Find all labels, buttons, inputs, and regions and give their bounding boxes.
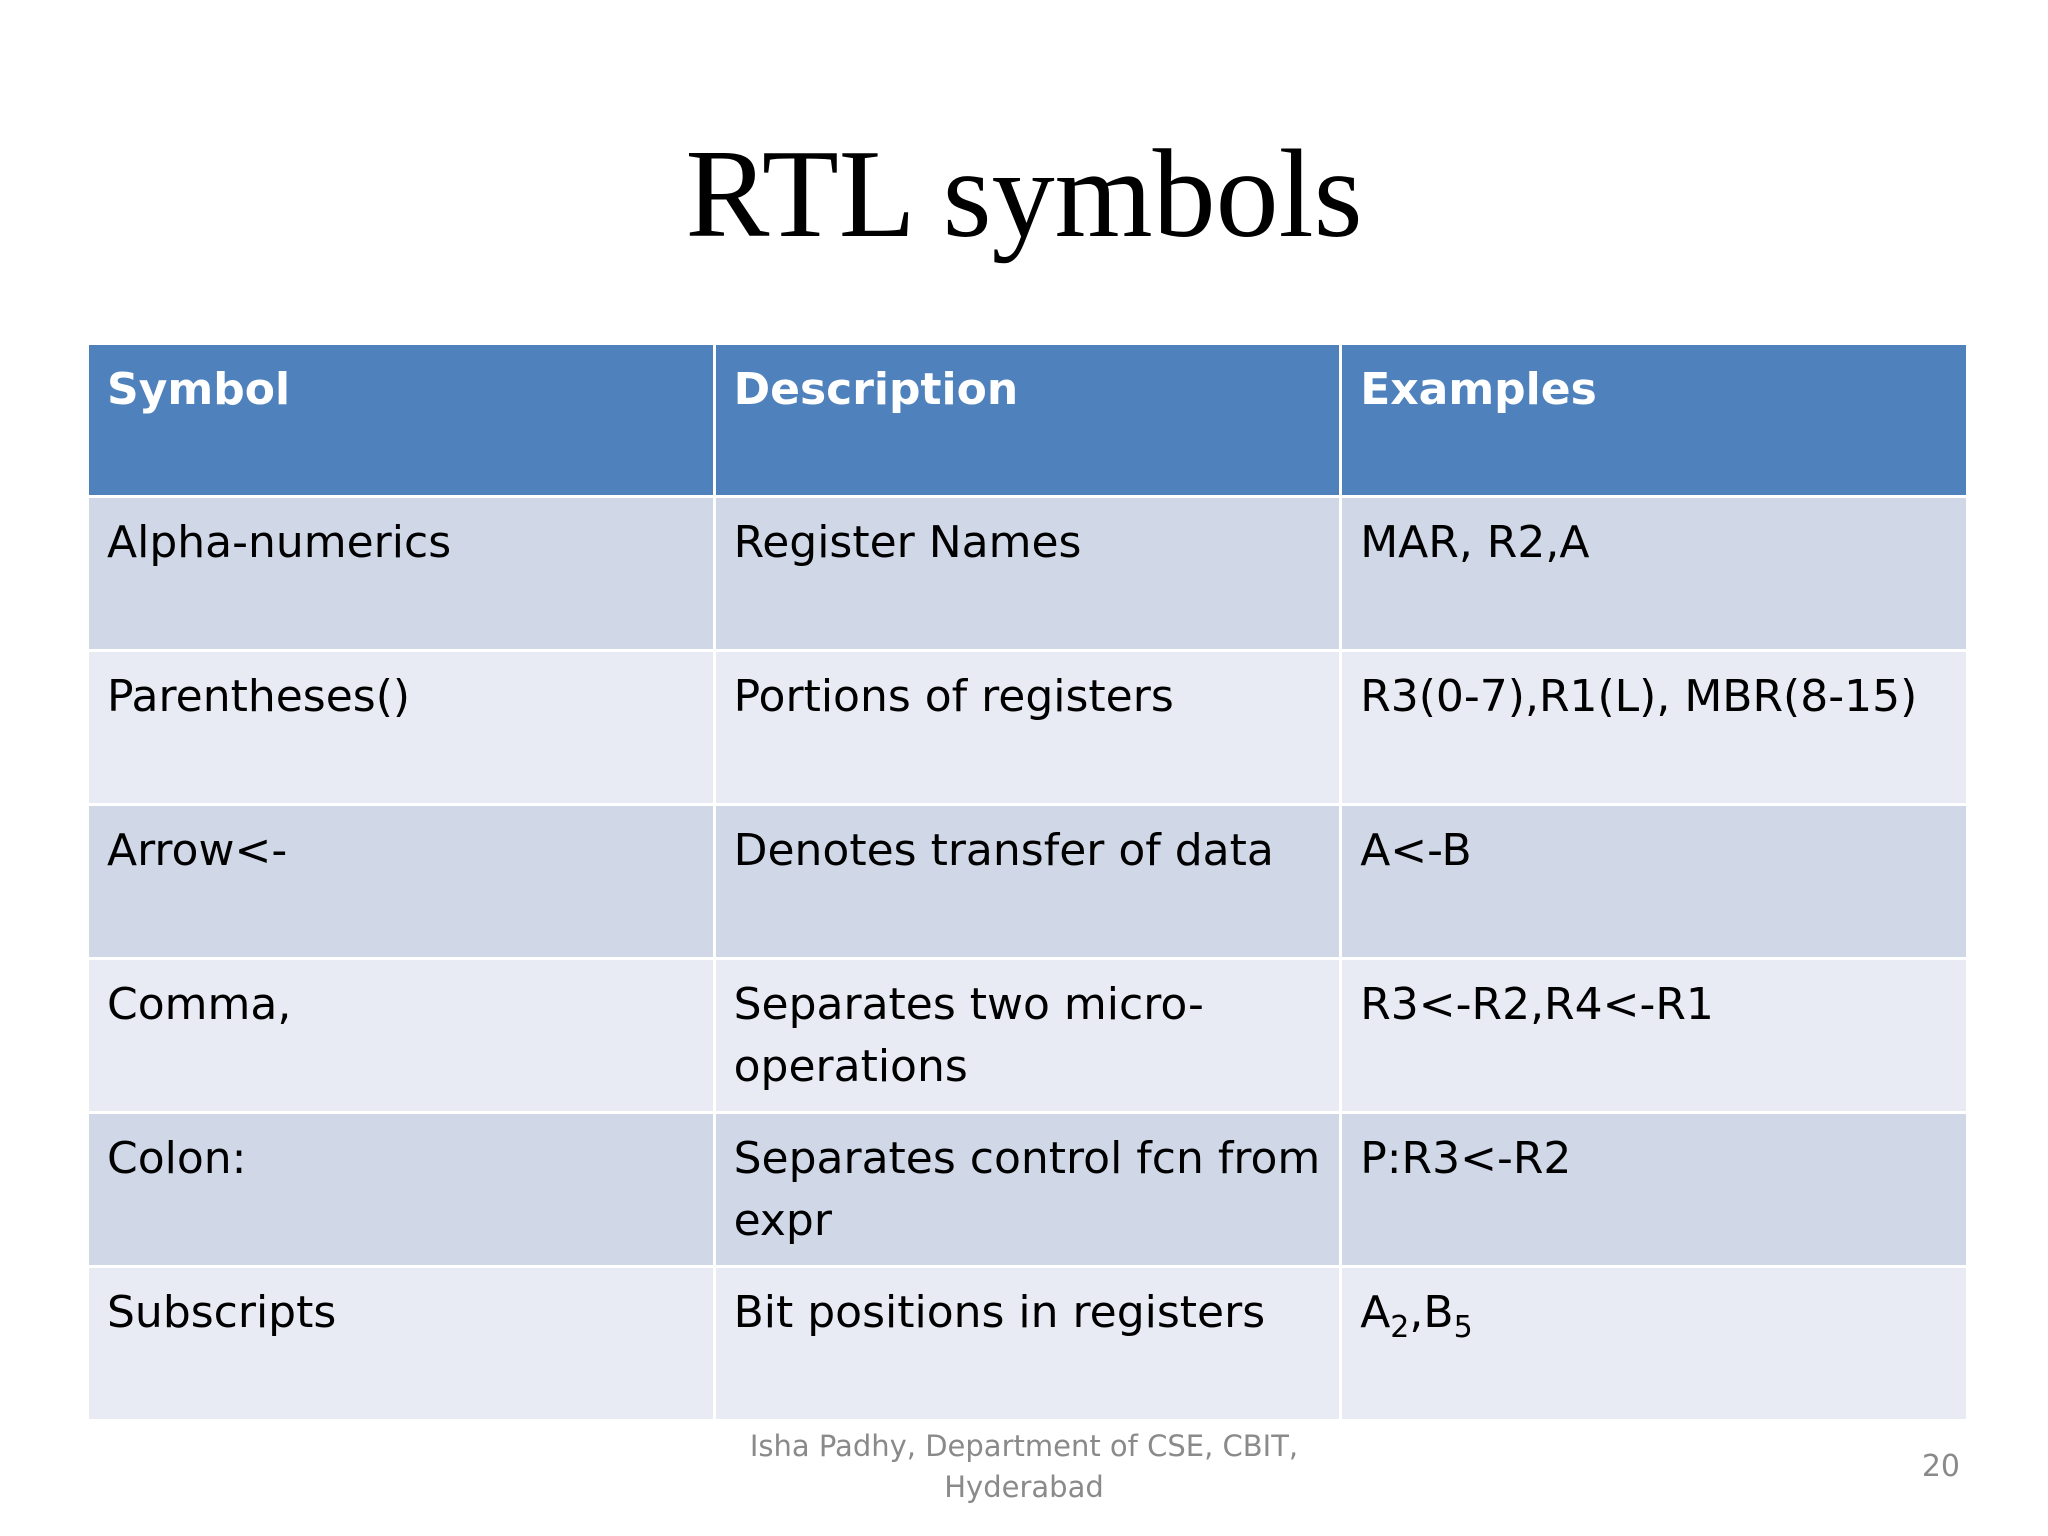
header-symbol: Symbol [88, 344, 715, 497]
description-cell: Bit positions in registers [714, 1267, 1341, 1421]
example-cell [1341, 1267, 1968, 1421]
header-description: Description [714, 344, 1341, 497]
symbol-cell: Colon: [88, 1113, 715, 1267]
slide-number: 20 [1921, 1449, 1960, 1484]
footer-author: Isha Padhy, Department of CSE, CBIT, [749, 1429, 1299, 1463]
example-base-b: ,B [1409, 1287, 1454, 1338]
symbol-cell: Arrow<- [88, 805, 715, 959]
example-cell: P:R3<-R2 [1341, 1113, 1968, 1267]
example-subscript-5: 5 [1453, 1310, 1473, 1345]
table-row [88, 805, 1968, 959]
slide-title: RTL symbols [685, 125, 1363, 264]
symbol-cell: Subscripts [88, 1267, 715, 1421]
table-header-row [88, 344, 1968, 497]
footer-location: Hyderabad [944, 1470, 1104, 1504]
example-cell: A<-B [1341, 805, 1968, 959]
symbol-cell: Parentheses() [88, 651, 715, 805]
table-row [88, 651, 1968, 805]
slide-footer [724, 1426, 1324, 1508]
table-row [88, 1113, 1968, 1267]
example-subscript-2: 2 [1390, 1310, 1410, 1345]
example-cell: R3<-R2,R4<-R1 [1341, 959, 1968, 1113]
symbol-cell: Alpha-numerics [88, 497, 715, 651]
example-base-a: A [1360, 1287, 1391, 1338]
table-row [88, 497, 1968, 651]
description-cell: Register Names [714, 497, 1341, 651]
example-cell: R3(0-7),R1(L), MBR(8-15) [1341, 651, 1968, 805]
description-cell: Portions of registers [714, 651, 1341, 805]
rtl-symbols-table [86, 342, 1969, 1422]
example-cell: MAR, R2,A [1341, 497, 1968, 651]
description-cell: Separates control fcn from expr [714, 1113, 1341, 1267]
header-examples: Examples [1341, 344, 1968, 497]
table-row [88, 959, 1968, 1113]
symbol-cell: Comma, [88, 959, 715, 1113]
table-row [88, 1267, 1968, 1421]
description-cell: Separates two micro-operations [714, 959, 1341, 1113]
description-cell: Denotes transfer of data [714, 805, 1341, 959]
